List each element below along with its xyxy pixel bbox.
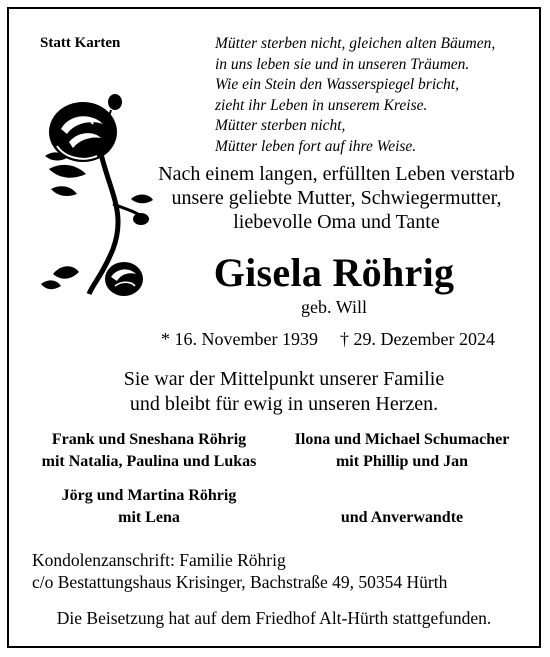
- intro-line: unsere geliebte Mutter, Schwiegermutter,: [171, 187, 502, 209]
- tribute: [69, 367, 499, 417]
- family-line: mit Natalia, Paulina und Lukas: [41, 453, 257, 470]
- condolence-line: Kondolenzanschrift: Familie Röhrig: [32, 550, 286, 570]
- family-line: Jörg und Martina Röhrig: [61, 487, 237, 504]
- death-date: † 29. Dezember 2024: [340, 329, 495, 349]
- birth-date: * 16. November 1939: [161, 329, 318, 349]
- intro-line: liebevolle Oma und Tante: [233, 211, 440, 233]
- family-line: mit Phillip und Jan: [335, 453, 469, 470]
- deceased-name: Gisela Röhrig: [213, 250, 455, 295]
- poem: [215, 34, 495, 157]
- poem-line: Mütter leben fort auf ihre Weise.: [215, 137, 417, 155]
- birth-name: geb. Will: [301, 297, 367, 317]
- poem-line: in uns leben sie und in unseren Träumen.: [215, 55, 470, 73]
- statt-karten-label: Statt Karten: [40, 35, 121, 51]
- poem-line: Mütter sterben nicht, gleichen alten Bäumen,: [215, 35, 496, 52]
- family-group-4: und Anverwandte: [340, 509, 464, 526]
- poem-line: Mütter sterben nicht,: [215, 117, 346, 134]
- family-group-3: [29, 485, 269, 529]
- condolence-line: c/o Bestattungshaus Krisinger, Bachstraße 49, 50354 Hürth: [32, 572, 448, 592]
- family-group-2: [277, 429, 527, 473]
- poem-line: Wie ein Stein den Wasserspiegel bricht,: [215, 76, 459, 93]
- poem-line: zieht ihr Leben in unserem Kreise.: [215, 96, 428, 114]
- family-line: Frank und Sneshana Röhrig: [51, 431, 247, 448]
- obituary-card: [7, 7, 541, 648]
- intro-text: [139, 162, 534, 234]
- tribute-line: Sie war der Mittelpunkt unserer Familie: [123, 368, 445, 390]
- condolence-address: [32, 549, 447, 593]
- funeral-note: Die Beisetzung hat auf dem Friedhof Alt-Hürth stattgefunden.: [56, 608, 492, 628]
- family-line: Ilona und Michael Schumacher: [294, 431, 510, 448]
- intro-line: Nach einem langen, erfüllten Leben verstarb: [158, 163, 515, 185]
- tribute-line: und bleibt für ewig in unseren Herzen.: [129, 393, 439, 415]
- family-line: mit Lena: [118, 509, 180, 526]
- family-group-1: [29, 429, 269, 473]
